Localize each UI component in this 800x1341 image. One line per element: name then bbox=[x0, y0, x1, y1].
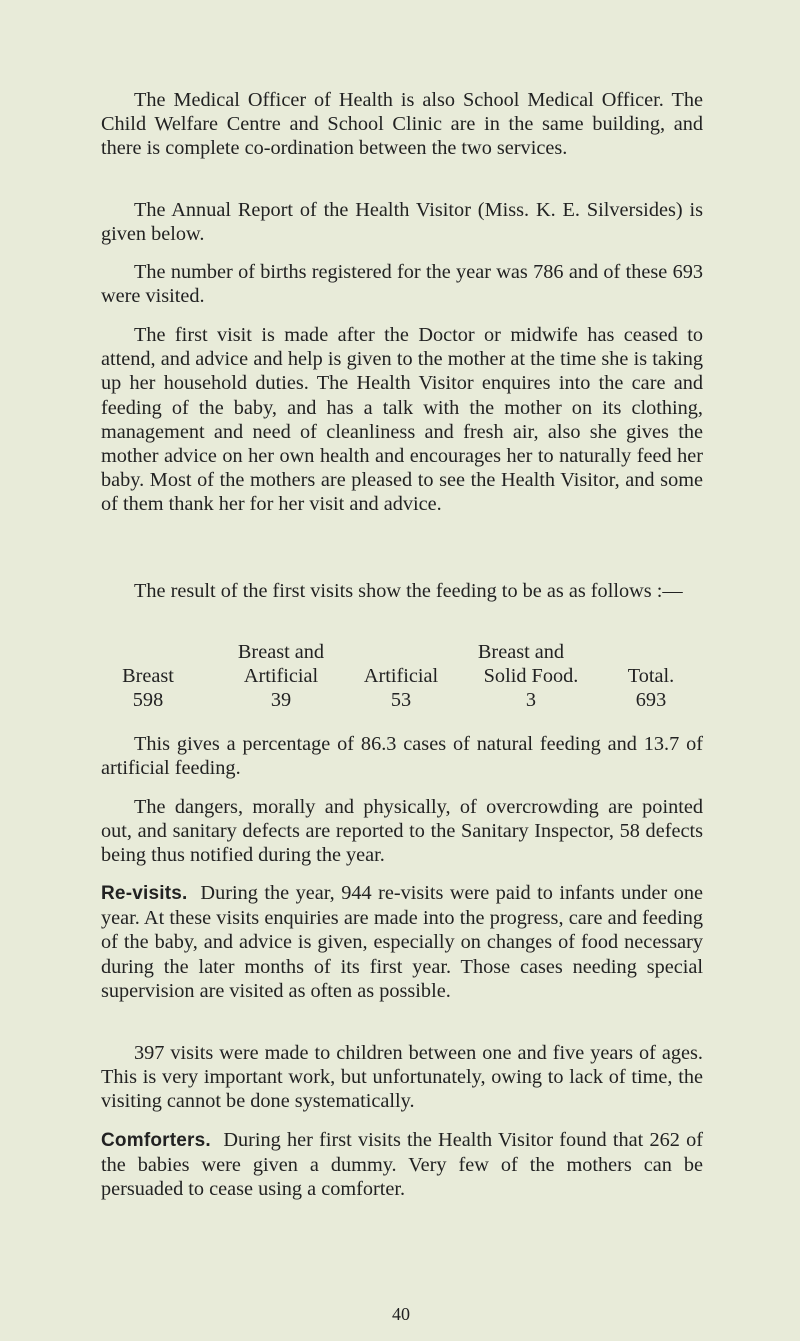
feeding-value: 53 bbox=[390, 689, 412, 711]
paragraph-children-visits: 397 visits were made to children between one and five years of ages. This is very important work, but unfortunately, owing to lack of time, the visiting cannot be done systematically. bbox=[101, 1042, 703, 1113]
feeding-value: 598 bbox=[132, 689, 164, 711]
paragraph-feeding-intro: The result of the first visits show the feeding to be as as follows :— bbox=[134, 580, 683, 602]
paragraph-medical-officer: The Medical Officer of Health is also School Medical Officer. The Child Welfare Centre and School Clinic are in the same building, and there is complete co-ordination between the two services. bbox=[101, 89, 703, 160]
paragraph-first-visit: The first visit is made after the Doctor or midwife has ceased to attend, and advice and help is given to the mother at the time she is taking up her household duties. The Health Visitor enquires into the care and feeding of the baby, and has a talk with the mother on its clothing, management and need of cleanliness and fresh air, also she gives the mother advice on her own health and encourages her to naturally feed her baby. Most of the mothers are pleased to see the Health Visitor, and some of them thank her for her visit and advice. bbox=[101, 324, 703, 516]
page-number: 40 bbox=[392, 1304, 410, 1324]
section-heading-re-visits: Re-visits. bbox=[101, 883, 188, 904]
paragraph-re-visits bbox=[101, 881, 703, 1003]
feeding-col-header: Artificial bbox=[363, 665, 439, 687]
feeding-col-header: Artificial bbox=[243, 665, 319, 687]
paragraph-percentage: This gives a percentage of 86.3 cases of natural feeding and 13.7 of artificial feeding. bbox=[101, 733, 703, 780]
paragraph-comforters bbox=[101, 1128, 703, 1202]
feeding-col-header-line1: Breast and bbox=[477, 641, 565, 663]
paragraph-births-registered: The number of births registered for the year was 786 and of these 693 were visited. bbox=[101, 261, 703, 308]
feeding-value: 39 bbox=[270, 689, 292, 711]
feeding-col-header: Solid Food. bbox=[483, 665, 579, 687]
feeding-col-header-line1: Breast and bbox=[237, 641, 325, 663]
section-heading-comforters: Comforters. bbox=[101, 1130, 211, 1151]
feeding-table bbox=[101, 640, 703, 712]
re-visits-text: During the year, 944 re-visits were paid to infants under one year. At these visits enquiries are made into the progress, care and feeding of the baby, and advice is given, especially on changes of food necessary during the later months of its first year. Those cases needing special supervision are visited as often as possible. bbox=[101, 882, 703, 1002]
comforters-text: During her first visits the Health Visitor found that 262 of the babies were given a dummy. Very few of the mothers can be persuaded to cease using a comforter. bbox=[101, 1129, 703, 1201]
feeding-value: 693 bbox=[635, 689, 667, 711]
feeding-value: 3 bbox=[525, 689, 537, 711]
paragraph-annual-report: The Annual Report of the Health Visitor (Miss. K. E. Silversides) is given below. bbox=[101, 199, 703, 246]
paragraph-dangers: The dangers, morally and physically, of overcrowding are pointed out, and sanitary defects are reported to the Sanitary Inspector, 58 defects being thus notified during the year. bbox=[101, 796, 703, 867]
feeding-col-header: Total. bbox=[627, 665, 675, 687]
feeding-col-header: Breast bbox=[122, 665, 174, 687]
